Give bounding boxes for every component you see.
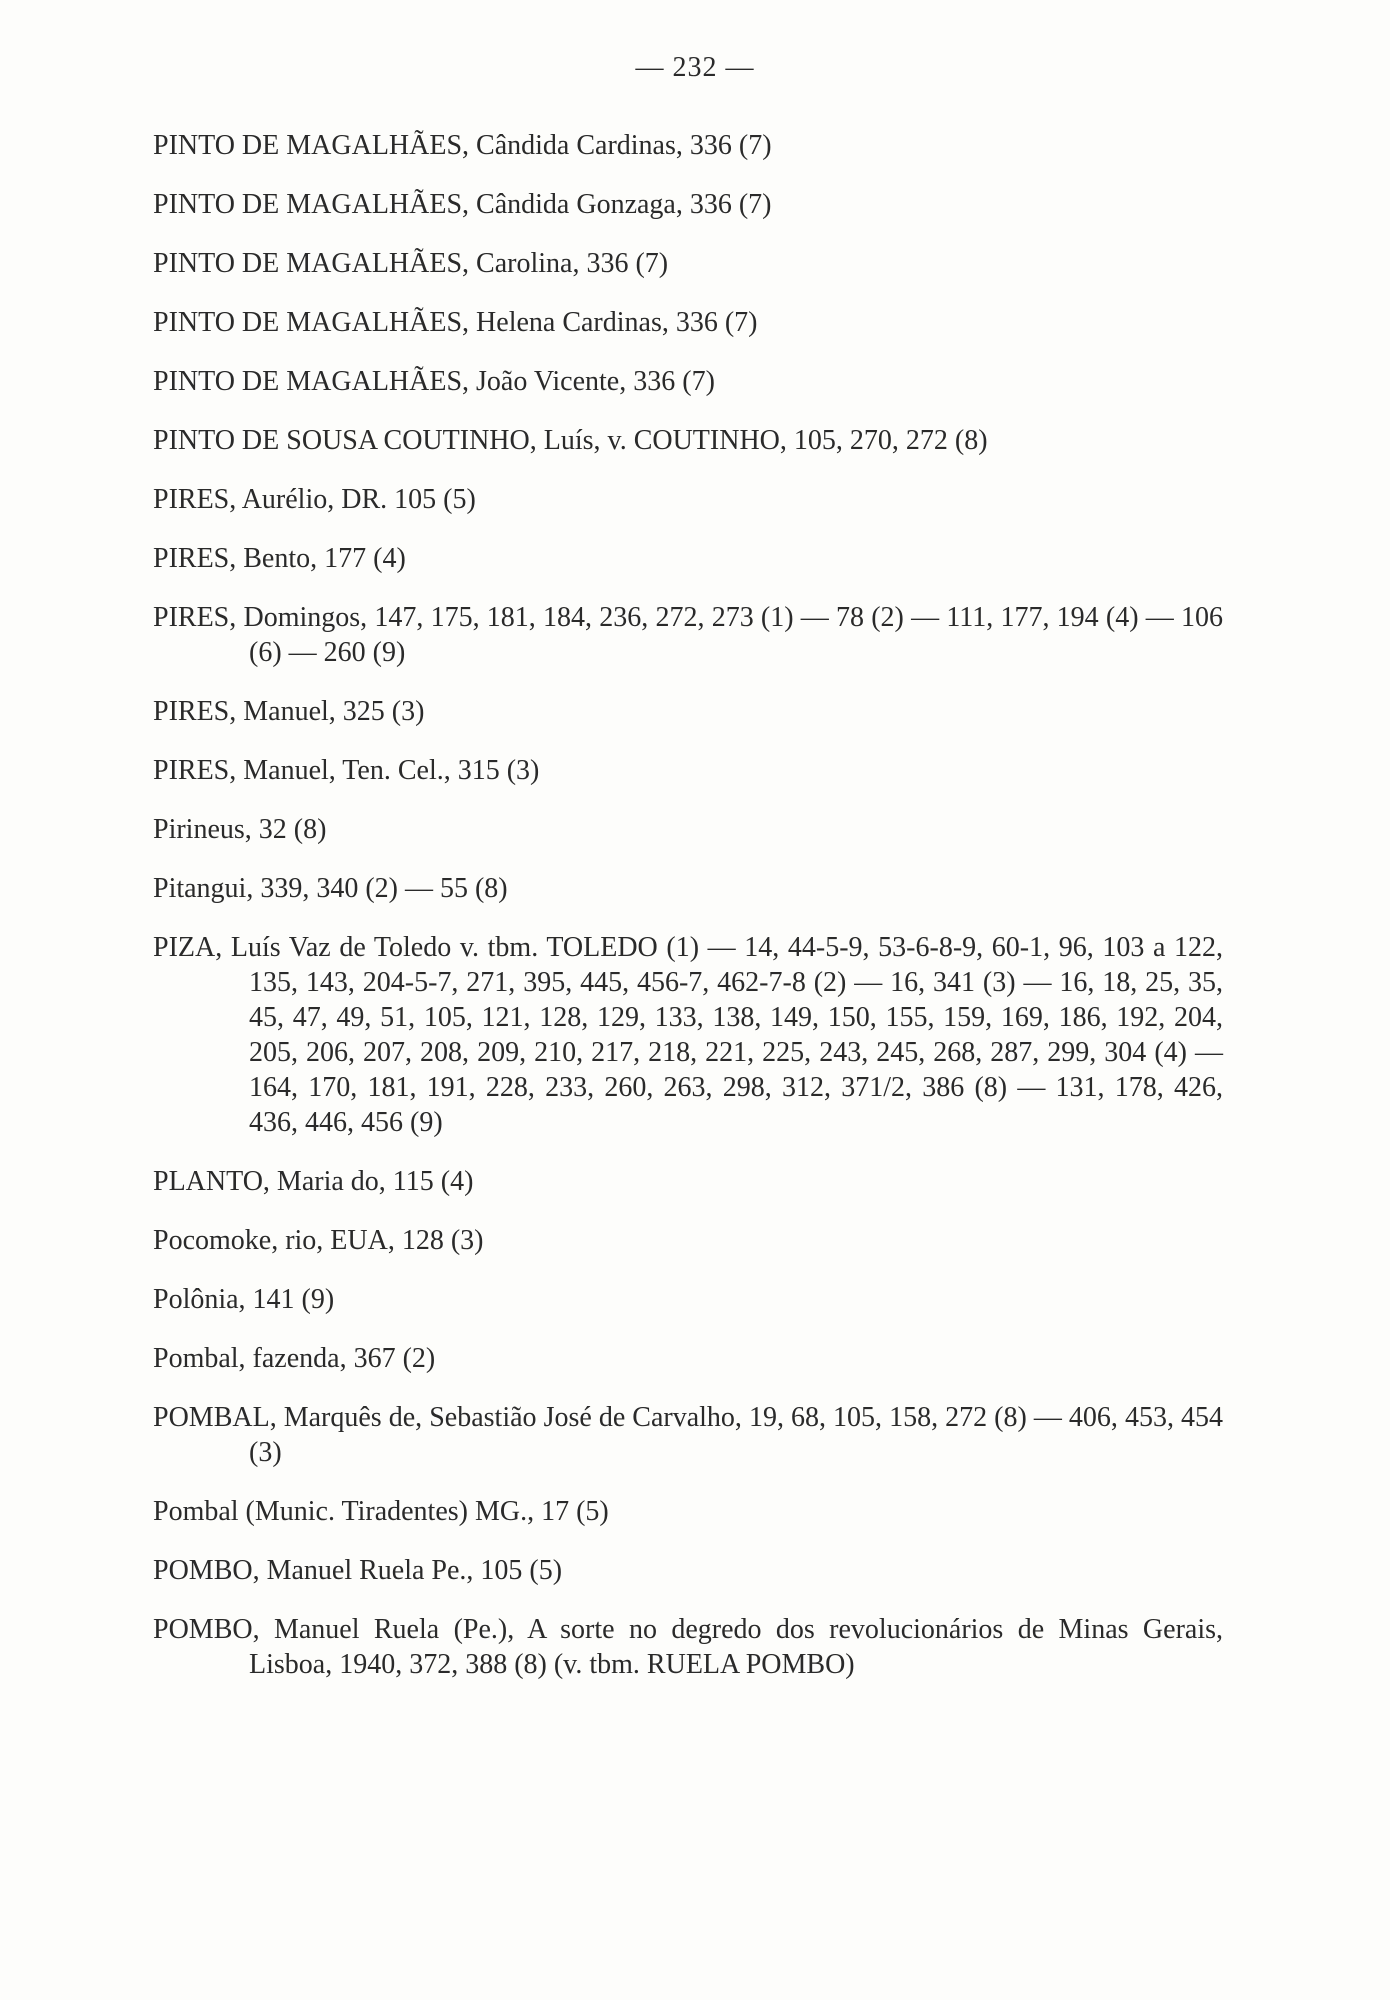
index-entry: Polônia, 141 (9) [153,1284,335,1315]
index-entry: Pombal, fazenda, 367 (2) [153,1343,436,1374]
index-entry: PINTO DE MAGALHÃES, Helena Cardinas, 336 (7) [153,307,758,338]
index-entry: PINTO DE MAGALHÃES, João Vicente, 336 (7) [153,366,715,397]
page-number: — 232 — [635,52,755,83]
index-entry: Pirineus, 32 (8) [153,814,327,845]
index-entry: PIRES, Domingos, 147, 175, 181, 184, 236, 272, 273 (1) — 78 (2) — 111, 177, 194 (4) — 106 (6) — 260 (9) [153,602,1223,668]
index-entry: PINTO DE MAGALHÃES, Cândida Cardinas, 336 (7) [153,130,772,161]
index-list [153,128,1223,1682]
index-entry: Pitangui, 339, 340 (2) — 55 (8) [153,873,508,904]
index-entry: PIZA, Luís Vaz de Toledo v. tbm. TOLEDO (1) — 14, 44-5-9, 53-6-8-9, 60-1, 96, 103 a 122, 135, 143, 204-5-7, 271, 395, 445, 456-7, 462-7-8 (2) — 16, 341 (3) — 16, 18, 25, 35, 45, 47, 49, 51, 105, 121, 128, 129, 133, 138, 149, 150, 155, 159, 169, 186, 192, 204, 205, 206, 207, 208, 209, 210, 217, 218, 221, 225, 243, 245, 268, 287, 299, 304 (4) — 164, 170, 181, 191, 228, 233, 260, 263, 298, 312, 371/2, 386 (8) — 131, 178, 426, 436, 446, 456 (9) [153,932,1223,1138]
index-entry: PINTO DE MAGALHÃES, Carolina, 336 (7) [153,248,669,279]
index-entry: Pombal (Munic. Tiradentes) MG., 17 (5) [153,1496,609,1527]
index-entry: POMBO, Manuel Ruela Pe., 105 (5) [153,1555,563,1586]
index-entry: Pocomoke, rio, EUA, 128 (3) [153,1225,484,1256]
index-entry: PINTO DE MAGALHÃES, Cândida Gonzaga, 336 (7) [153,189,772,220]
index-entry: PIRES, Manuel, Ten. Cel., 315 (3) [153,755,540,786]
index-entry: POMBO, Manuel Ruela (Pe.), A sorte no degredo dos revolucionários de Minas Gerais, Lisboa, 1940, 372, 388 (8) (v. tbm. RUELA POMBO) [153,1614,1223,1680]
index-entry: PIRES, Manuel, 325 (3) [153,696,425,727]
index-entry: PIRES, Aurélio, DR. 105 (5) [153,484,476,515]
index-entry: PINTO DE SOUSA COUTINHO, Luís, v. COUTINHO, 105, 270, 272 (8) [153,425,988,456]
index-entry: POMBAL, Marquês de, Sebastião José de Carvalho, 19, 68, 105, 158, 272 (8) — 406, 453, 454 (3) [153,1402,1223,1468]
index-entry: PLANTO, Maria do, 115 (4) [153,1166,474,1197]
index-entry: PIRES, Bento, 177 (4) [153,543,406,574]
